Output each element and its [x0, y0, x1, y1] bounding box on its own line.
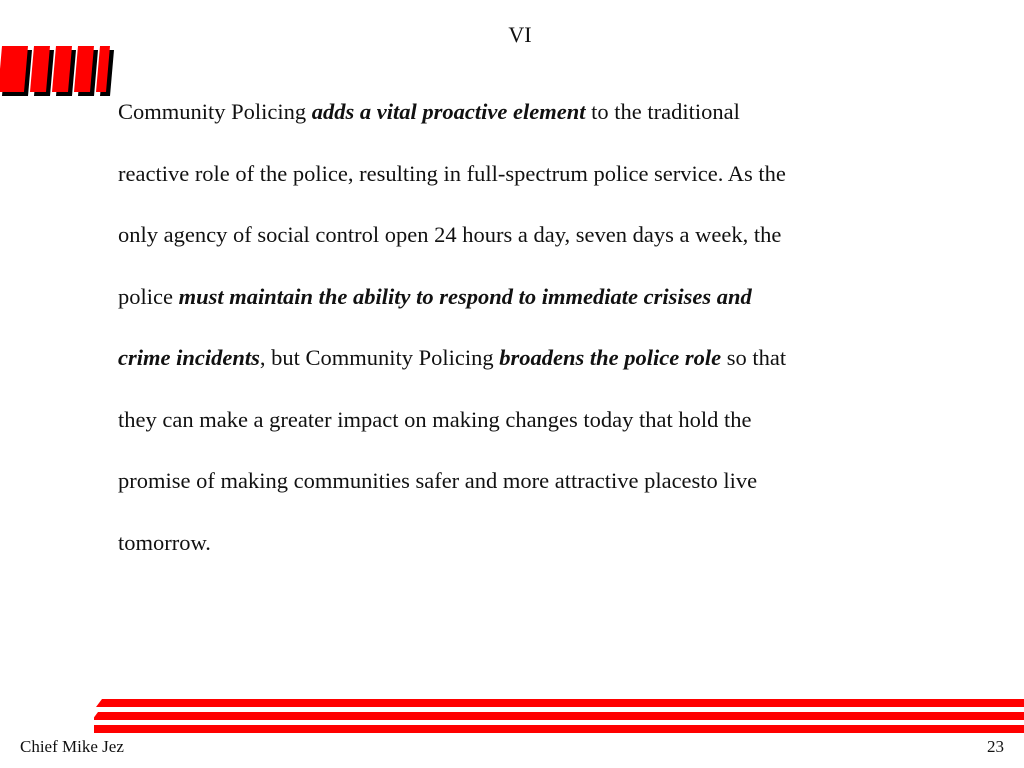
emphasis-broadens-police-role: broadens the police role: [499, 345, 722, 370]
body-line-4: [118, 266, 980, 328]
body-line-1: [118, 81, 980, 143]
body-text-run: , but Community Policing: [259, 345, 500, 370]
body-text-run: to the traditional: [585, 99, 740, 124]
footer-red-stripes-decoration: [94, 698, 1024, 738]
footer-author: Chief Mike Jez: [20, 737, 124, 756]
body-line-5: [118, 327, 980, 389]
slide-heading: VI: [508, 22, 532, 47]
body-line-6: they can make a greater impact on making changes today that hold the: [118, 406, 752, 432]
body-text-run: police: [118, 283, 179, 309]
emphasis-vital-proactive-element: adds a vital proactive element: [311, 99, 586, 124]
body-paragraph: [118, 81, 980, 573]
body-line-7: promise of making communities safer and more attractive placesto live: [118, 468, 758, 493]
body-line-3: only agency of social control open 24 hours a day, seven days a week, the: [118, 222, 782, 247]
footer-page-number: 23: [987, 737, 1004, 756]
red-slanted-bars-logo-icon: [0, 44, 116, 100]
emphasis-crime-incidents: crime incidents: [118, 345, 260, 370]
body-text-run: so that: [721, 345, 787, 370]
body-line-2: reactive role of the police, resulting in full-spectrum police service. As the: [118, 160, 786, 186]
emphasis-must-maintain-ability: must maintain the ability to respond to immediate crisises and: [178, 283, 752, 309]
body-text-run: Community Policing: [118, 99, 312, 124]
body-line-8: tomorrow.: [118, 529, 211, 555]
